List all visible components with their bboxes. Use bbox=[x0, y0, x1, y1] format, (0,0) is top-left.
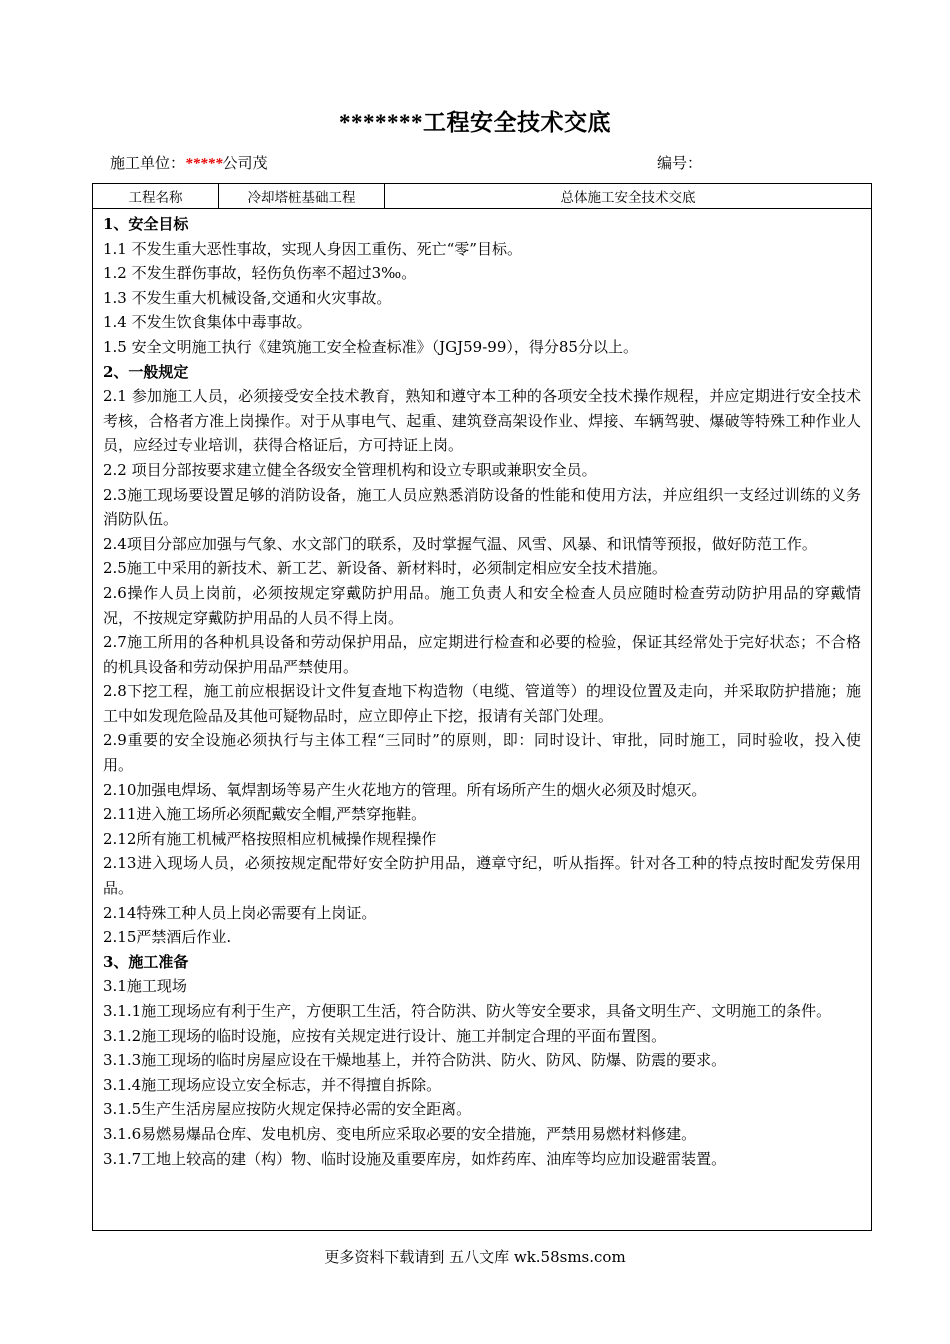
clause-paragraph: 3.1.2施工现场的临时设施，应按有关规定进行设计、施工并制定合理的平面布置图。 bbox=[103, 1026, 667, 1045]
clause-paragraph: 3.1.3施工现场的临时房屋应设在干燥地基上，并符合防洪、防火、防风、防爆、防震的要求。 bbox=[103, 1051, 727, 1070]
document-number-label: 编号： bbox=[657, 154, 703, 172]
clause-paragraph: 2.13进入现场人员，必须按规定配带好安全防护用品，遵章守纪，听从指挥。针对各工种的特点按时配发劳保用品。 bbox=[103, 854, 861, 898]
clause-paragraph: 3.1施工现场 bbox=[103, 977, 187, 996]
clause-paragraph: 3.1.6易燃易爆品仓库、发电机房、变电所应采取必要的安全措施，严禁用易燃材料修建。 bbox=[103, 1124, 697, 1143]
clause-paragraph: 1.5 安全文明施工执行《建筑施工安全检查标准》（JGJ59-99），得分85分以上。 bbox=[103, 337, 638, 356]
title-stars: ******* bbox=[339, 110, 423, 135]
clause-paragraph: 3.1.7工地上较高的建（构）物、临时设施及重要库房，如炸药库、油库等均应加设避雷装置。 bbox=[103, 1149, 727, 1168]
clause-paragraph: 1.3 不发生重大机械设备,交通和火灾事故。 bbox=[103, 288, 392, 307]
disclosure-table bbox=[92, 183, 872, 1231]
clause-paragraph: 2.3施工现场要设置足够的消防设备，施工人员应熟悉消防设备的性能和使用方法，并应组织一支经过训练的义务消防队伍。 bbox=[103, 485, 861, 529]
clause-paragraph: 3.1.4施工现场应设立安全标志，并不得擅自拆除。 bbox=[103, 1075, 442, 1094]
footer-note: 更多资料下载请到 五八文库 wk.58sms.com bbox=[324, 1248, 626, 1266]
clause-paragraph: 2.14特殊工种人员上岗必需要有上岗证。 bbox=[103, 903, 377, 922]
section-heading: 1、安全目标 bbox=[103, 215, 189, 233]
clause-paragraph: 2.9重要的安全设施必须执行与主体工程“三同时”的原则，即：同时设计、审批，同时施工，同时验收，投入使用。 bbox=[103, 731, 861, 775]
clause-paragraph: 1.2 不发生群伤事故，轻伤负伤率不超过3‰。 bbox=[103, 264, 417, 283]
section-heading: 3、施工准备 bbox=[103, 952, 189, 971]
project-name-label: 工程名称 bbox=[93, 184, 219, 208]
clause-paragraph: 1.1 不发生重大恶性事故，实现人身因工重伤、死亡“零”目标。 bbox=[103, 239, 522, 258]
clause-paragraph: 2.1 参加施工人员，必须接受安全技术教育，熟知和遵守本工种的各项安全技术操作规程，并应定期进行安全技术考核，合格者方准上岗操作。对于从事电气、起重、建筑登高架设作业、焊接、车辆驾驶、爆破等特殊工种作业人员，应经过专业培训，获得合格证后，方可持证上岗。 bbox=[103, 387, 861, 455]
construction-unit-value: 公司茂 bbox=[222, 154, 268, 172]
disclosure-content bbox=[93, 209, 871, 1171]
clause-paragraph: 2.7施工所用的各种机具设备和劳动保护用品，应定期进行检查和必要的检验，保证其经常处于完好状态；不合格的机具设备和劳动保护用品严禁使用。 bbox=[103, 633, 861, 676]
document-title bbox=[0, 104, 950, 137]
clause-paragraph: 1.4 不发生饮食集体中毒事故。 bbox=[103, 313, 312, 332]
clause-paragraph: 2.5施工中采用的新技术、新工艺、新设备、新材料时，必须制定相应安全技术措施。 bbox=[103, 559, 667, 578]
clause-paragraph: 2.6操作人员上岗前，必须按规定穿戴防护用品。施工负责人和安全检查人员应随时检查劳动防护用品的穿戴情况，不按规定穿戴防护用品的人员不得上岗。 bbox=[103, 583, 861, 627]
clause-paragraph: 2.8下挖工程，施工前应根据设计文件复查地下构造物（电缆、管道等）的埋设位置及走向，并采取防护措施；施工中如发现危险品及其他可疑物品时，应立即停止下挖，报请有关部门处理。 bbox=[103, 682, 861, 725]
clause-paragraph: 2.10加强电焊场、氧焊割场等易产生火花地方的管理。所有场所产生的烟火必须及时熄灭。 bbox=[103, 780, 707, 799]
construction-unit bbox=[110, 152, 268, 173]
clause-paragraph: 2.4项目分部应加强与气象、水文部门的联系，及时掌握气温、风雪、风暴、和讯情等预报，做好防范工作。 bbox=[103, 534, 817, 553]
clause-paragraph: 3.1.5生产生活房屋应按防火规定保持必需的安全距离。 bbox=[103, 1100, 472, 1119]
clause-paragraph: 2.2 项目分部按要求建立健全各级安全管理机构和设立专职或兼职安全员。 bbox=[103, 460, 597, 479]
clause-paragraph: 2.11进入施工场所必须配戴安全帽,严禁穿拖鞋。 bbox=[103, 805, 427, 824]
clause-paragraph: 2.12所有施工机械严格按照相应机械操作规程操作 bbox=[103, 829, 437, 848]
clause-paragraph: 2.15严禁酒后作业. bbox=[103, 928, 232, 947]
section-heading: 2、一般规定 bbox=[103, 362, 189, 381]
disclosure-type: 总体施工安全技术交底 bbox=[560, 190, 696, 206]
project-name-value: 冷却塔桩基础工程 bbox=[219, 184, 385, 208]
construction-unit-label: 施工单位： bbox=[110, 154, 186, 172]
table-header-row bbox=[93, 184, 871, 209]
clause-paragraph: 3.1.1施工现场应有利于生产，方便职工生活，符合防洪、防火等安全要求，具备文明生产、文明施工的条件。 bbox=[103, 1002, 832, 1020]
construction-unit-stars: ***** bbox=[185, 156, 223, 172]
title-text: 工程安全技术交底 bbox=[423, 109, 611, 136]
